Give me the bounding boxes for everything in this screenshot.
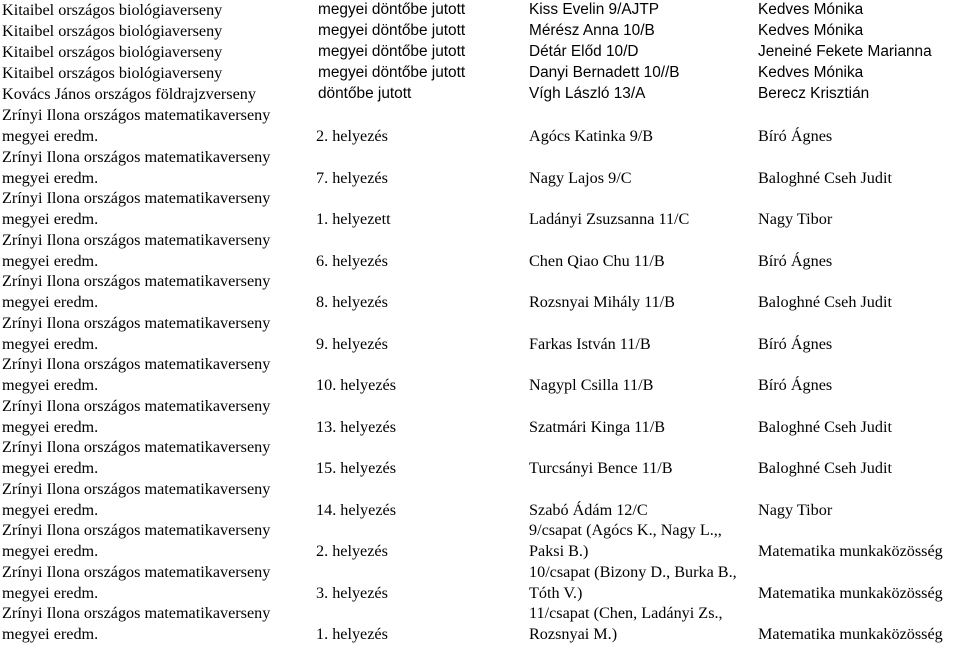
table-row — [0, 520, 960, 562]
student-cell: Szatmári Kinga 11/B — [529, 417, 666, 436]
result-cell: megyei döntőbe jutott — [318, 43, 466, 60]
competition-cell: Zrínyi Ilona országos matematikaverseny — [2, 438, 271, 456]
competition-cell: Zrínyi Ilona országos matematikaverseny — [2, 521, 271, 539]
result-cell: 10. helyezés — [316, 376, 397, 394]
result-cell: 1. helyezett — [316, 210, 391, 228]
teacher-cell: Baloghné Cseh Judit — [758, 417, 892, 436]
student-cell: Mérész Anna 10/B — [529, 22, 655, 39]
result-cell: 7. helyezés — [316, 168, 388, 187]
table-row — [0, 21, 960, 42]
teacher-cell: Nagy Tibor — [758, 210, 833, 228]
student-cell: Nagy Lajos 9/C — [529, 168, 632, 187]
table-row — [0, 105, 960, 147]
table-row — [0, 437, 960, 479]
result-cell: 13. helyezés — [316, 417, 397, 436]
table-row — [0, 42, 960, 63]
teacher-cell: Bíró Ágnes — [758, 334, 833, 353]
teacher-cell: Jeneiné Fekete Marianna — [758, 43, 932, 60]
competition-cell: Kitaibel országos biológiaverseny — [2, 43, 223, 61]
teacher-cell: Bíró Ágnes — [758, 127, 833, 145]
result-cell: 8. helyezés — [316, 293, 388, 311]
team-members-cell: Rozsnyai M.) — [529, 625, 618, 643]
result-cell: 15. helyezés — [316, 459, 397, 477]
table-row — [0, 147, 960, 189]
competition-cell: Zrínyi Ilona országos matematikaverseny — [2, 355, 271, 373]
teacher-cell: Kedves Mónika — [758, 22, 864, 39]
competition-sub-cell: megyei eredm. — [2, 625, 99, 643]
table-row — [0, 84, 960, 105]
result-cell: 2. helyezés — [316, 127, 388, 145]
competition-cell: Zrínyi Ilona országos matematikaverseny — [2, 230, 271, 249]
teacher-cell: Baloghné Cseh Judit — [758, 459, 892, 477]
competition-cell: Zrínyi Ilona országos matematikaverseny — [2, 396, 271, 415]
result-cell: 3. helyezés — [316, 583, 388, 602]
student-cell: Rozsnyai Mihály 11/B — [529, 293, 675, 311]
competition-sub-cell: megyei eredm. — [2, 251, 99, 270]
table-row — [0, 313, 960, 355]
table-row — [0, 230, 960, 272]
student-cell: Ladányi Zsuzsanna 11/C — [529, 210, 690, 228]
competition-cell: Zrínyi Ilona országos matematikaverseny — [2, 562, 271, 581]
table-row — [0, 603, 960, 645]
result-cell: döntőbe jutott — [318, 85, 412, 102]
result-cell: 1. helyezés — [316, 625, 388, 643]
competition-cell: Zrínyi Ilona országos matematikaverseny — [2, 604, 271, 622]
student-cell: Szabó Ádám 12/C — [529, 500, 648, 519]
student-cell: Turcsányi Bence 11/B — [529, 459, 673, 477]
table-row — [0, 396, 960, 438]
student-cell: Nagypl Csilla 11/B — [529, 376, 654, 394]
table-row — [0, 188, 960, 230]
table-row — [0, 271, 960, 313]
teacher-cell: Bíró Ágnes — [758, 251, 833, 270]
table-row — [0, 354, 960, 396]
table-row — [0, 0, 960, 21]
team-members-cell: Tóth V.) — [529, 583, 583, 602]
result-cell: megyei döntőbe jutott — [318, 22, 466, 39]
competition-cell: Kitaibel országos biológiaverseny — [2, 1, 223, 19]
team-cell: 10/csapat (Bizony D., Burka B., — [529, 562, 737, 581]
competition-cell: Kitaibel országos biológiaverseny — [2, 22, 223, 40]
student-cell: Farkas István 11/B — [529, 334, 651, 353]
teacher-cell: Kedves Mónika — [758, 64, 864, 81]
result-cell: megyei döntőbe jutott — [318, 64, 466, 81]
competition-cell: Kitaibel országos biológiaverseny — [2, 64, 223, 82]
competition-sub-cell: megyei eredm. — [2, 334, 99, 353]
table-row — [0, 63, 960, 84]
table-row — [0, 562, 960, 604]
competition-sub-cell: megyei eredm. — [2, 376, 99, 394]
competition-sub-cell: megyei eredm. — [2, 542, 99, 560]
student-cell: Détár Előd 10/D — [529, 43, 639, 60]
competition-cell: Kovács János országos földrajzverseny — [2, 85, 256, 103]
competition-sub-cell: megyei eredm. — [2, 500, 99, 519]
team-members-cell: Paksi B.) — [529, 542, 589, 560]
competition-sub-cell: megyei eredm. — [2, 293, 99, 311]
student-cell: Chen Qiao Chu 11/B — [529, 251, 665, 270]
competition-sub-cell: megyei eredm. — [2, 417, 99, 436]
teacher-cell: Matematika munkaközösség — [758, 583, 943, 602]
teacher-cell: Baloghné Cseh Judit — [758, 293, 892, 311]
competition-sub-cell: megyei eredm. — [2, 127, 99, 145]
teacher-cell: Berecz Krisztián — [758, 85, 870, 102]
competition-cell: Zrínyi Ilona országos matematikaverseny — [2, 106, 271, 124]
competition-sub-cell: megyei eredm. — [2, 168, 99, 187]
team-cell: 11/csapat (Chen, Ladányi Zs., — [529, 604, 723, 622]
teacher-cell: Baloghné Cseh Judit — [758, 168, 892, 187]
student-cell: Danyi Bernadett 10//B — [529, 64, 680, 81]
competition-cell: Zrínyi Ilona országos matematikaverseny — [2, 479, 271, 498]
student-cell: Vígh László 13/A — [529, 85, 646, 102]
student-cell: Kiss Evelin 9/AJTP — [529, 1, 660, 18]
teacher-cell: Kedves Mónika — [758, 1, 864, 18]
teacher-cell: Nagy Tibor — [758, 500, 833, 519]
result-cell: 9. helyezés — [316, 334, 388, 353]
student-cell: Agócs Katinka 9/B — [529, 127, 654, 145]
result-cell: 14. helyezés — [316, 500, 397, 519]
competition-cell: Zrínyi Ilona országos matematikaverseny — [2, 313, 271, 332]
teacher-cell: Matematika munkaközösség — [758, 625, 943, 643]
table-row — [0, 479, 960, 521]
competition-cell: Zrínyi Ilona országos matematikaverseny — [2, 189, 271, 207]
competition-sub-cell: megyei eredm. — [2, 583, 99, 602]
result-cell: megyei döntőbe jutott — [318, 1, 466, 18]
teacher-cell: Matematika munkaközösség — [758, 542, 943, 560]
teacher-cell: Bíró Ágnes — [758, 376, 833, 394]
result-cell: 2. helyezés — [316, 542, 388, 560]
competition-sub-cell: megyei eredm. — [2, 210, 99, 228]
competition-cell: Zrínyi Ilona országos matematikaverseny — [2, 147, 271, 166]
result-cell: 6. helyezés — [316, 251, 388, 270]
competition-sub-cell: megyei eredm. — [2, 459, 99, 477]
team-cell: 9/csapat (Agócs K., Nagy L.,, — [529, 521, 722, 539]
competition-cell: Zrínyi Ilona országos matematikaverseny — [2, 272, 271, 290]
